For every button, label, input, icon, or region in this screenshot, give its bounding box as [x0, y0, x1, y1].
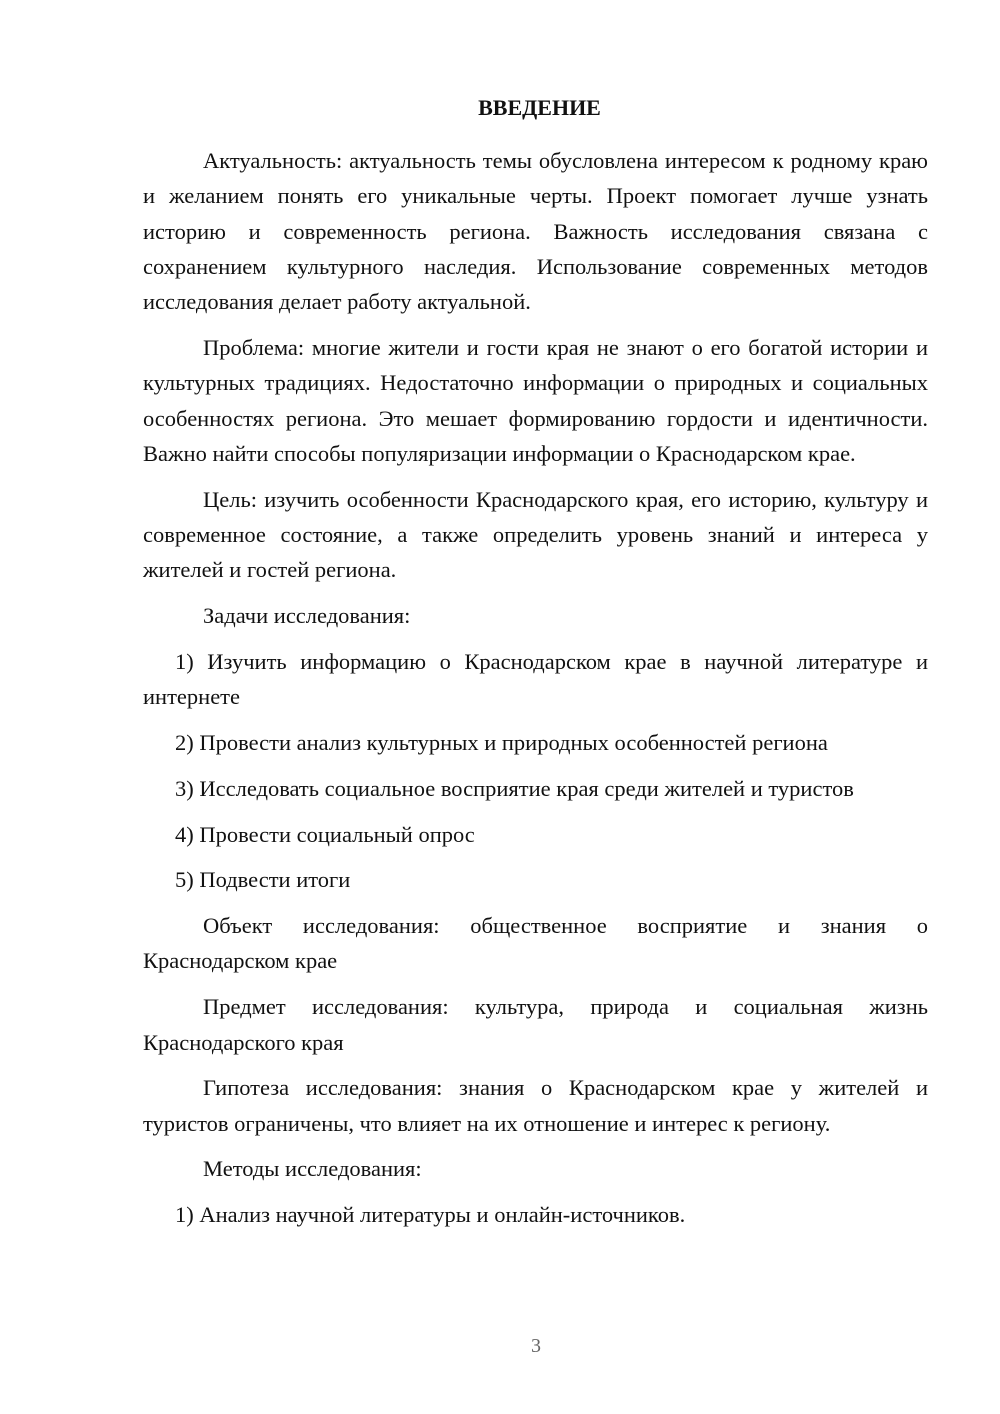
hypothesis-paragraph: Гипотеза исследования: знания о Краснодарском крае у жителей и туристов ограничены, что влияет на их отношение и интерес к региону.	[143, 1075, 928, 1136]
task-item: 4) Провести социальный опрос	[175, 821, 475, 847]
task-item: 5) Подвести итоги	[175, 867, 351, 893]
problem-paragraph: Проблема: многие жители и гости края не знают о его богатой истории и культурных традициях. Недостаточно информации о природных и социальных особенностях региона. Это мешает формированию гордости и идентичности. Важно найти способы популяризации информации о Краснодарском крае.	[143, 334, 928, 466]
page-number: 3	[531, 1335, 541, 1357]
method-item: 1) Анализ научной литературы и онлайн-источников.	[175, 1202, 686, 1228]
task-item: 1) Изучить информацию о Краснодарском крае в научной литературе и интернете	[143, 648, 928, 710]
tasks-title: Задачи исследования:	[203, 603, 411, 629]
subject-paragraph: Предмет исследования: культура, природа и социальная жизнь Краснодарского края	[143, 994, 928, 1055]
task-item: 3) Исследовать социальное восприятие края среди жителей и туристов	[175, 775, 854, 801]
relevance-paragraph: Актуальность: актуальность темы обусловлена интересом к родному краю и желанием понять его уникальные черты. Проект помогает лучше узнать историю и современность региона. Важность исследования связана с сохранением культурного наследия. Использование современных методов исследования делает работу актуальной.	[143, 148, 928, 315]
task-item: 2) Провести анализ культурных и природных особенностей региона	[175, 729, 828, 755]
section-heading: ВВЕДЕНИЕ	[478, 95, 601, 120]
methods-title: Методы исследования:	[203, 1156, 422, 1182]
page-content	[143, 93, 928, 1243]
goal-paragraph: Цель: изучить особенности Краснодарского края, его историю, культуру и современное состояние, а также определить уровень знаний и интереса у жителей и гостей региона.	[143, 486, 928, 583]
object-paragraph: Объект исследования: общественное восприятие и знания о Краснодарском крае	[143, 913, 928, 974]
